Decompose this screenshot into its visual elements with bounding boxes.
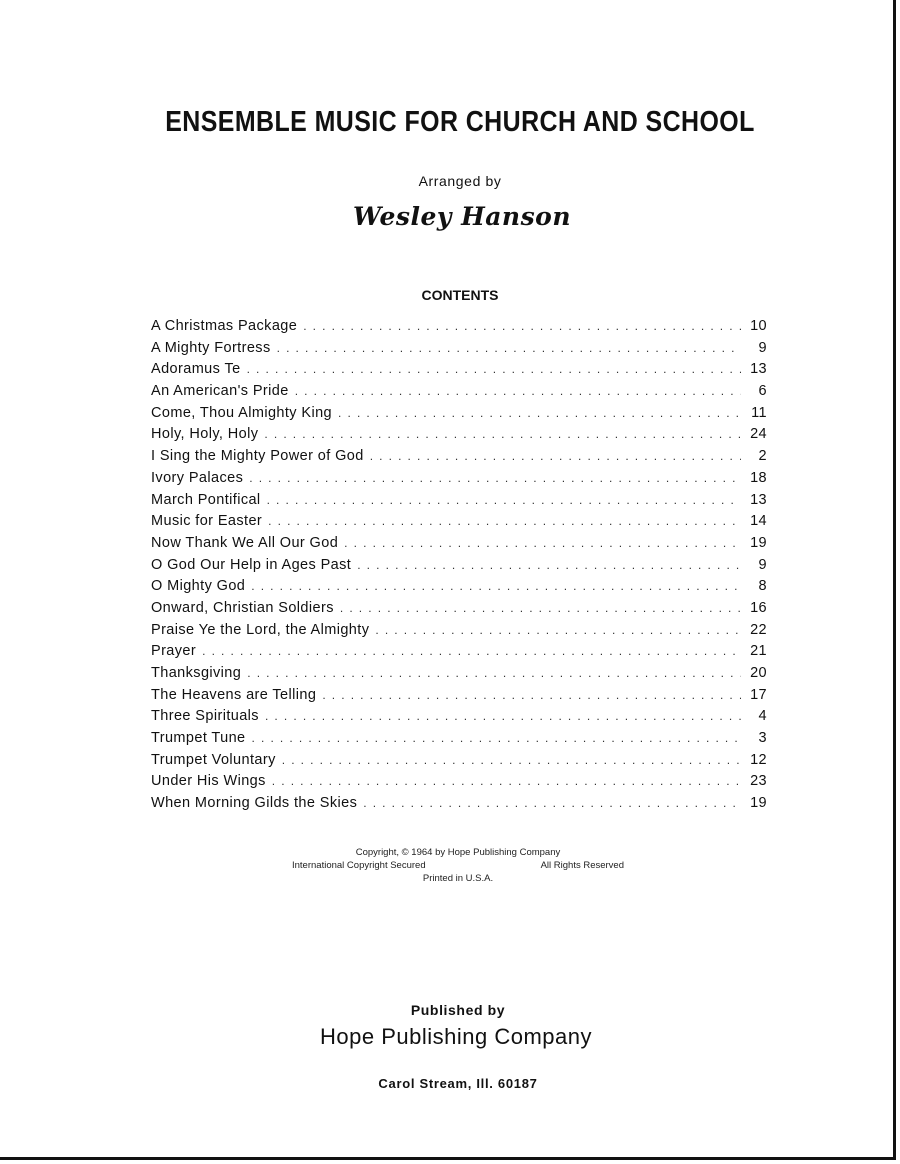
toc-entry-page: 3 — [758, 730, 767, 747]
toc-entry-page: 12 — [750, 751, 767, 768]
toc-entry-title: Music for Easter — [151, 513, 263, 530]
toc-entry-page: 23 — [750, 773, 767, 790]
toc-entry — [151, 643, 767, 665]
toc-entry-title: Ivory Palaces — [151, 469, 244, 486]
toc-entry-title: O God Our Help in Ages Past — [151, 556, 352, 573]
toc-entry-title: Adoramus Te — [151, 361, 241, 378]
toc-entry — [151, 340, 767, 362]
toc-entry-page: 22 — [750, 621, 767, 638]
toc-entry-page: 21 — [750, 643, 767, 660]
toc-entry-page: 14 — [750, 513, 767, 530]
toc-entry-title: I Sing the Mighty Power of God — [151, 448, 364, 465]
rights-reserved: All Rights Reserved — [540, 860, 624, 871]
toc-entry-page: 18 — [750, 469, 767, 486]
toc-entry-title: Onward, Christian Soldiers — [151, 599, 334, 616]
toc-entry-title: Under His Wings — [151, 773, 266, 790]
toc-entry-page: 9 — [758, 556, 767, 573]
dot-leader — [265, 709, 741, 723]
dot-leader — [340, 601, 741, 615]
toc-entry-title: When Morning Gilds the Skies — [151, 795, 358, 812]
toc-entry — [151, 708, 767, 730]
contents-heading: CONTENTS — [421, 287, 499, 303]
toc-entry — [151, 383, 767, 405]
toc-entry-page: 11 — [751, 404, 767, 421]
publisher-address: Carol Stream, Ill. 60187 — [378, 1076, 538, 1091]
dot-leader — [247, 362, 741, 376]
toc-entry-page: 19 — [750, 534, 767, 551]
toc-entry-page: 4 — [758, 708, 767, 725]
dot-leader — [363, 796, 741, 810]
toc-entry-title: Come, Thou Almighty King — [151, 404, 333, 421]
toc-entry — [151, 773, 767, 795]
copyright-secured: International Copyright Secured — [292, 860, 426, 871]
dot-leader — [303, 319, 741, 333]
toc-entry-title: A Christmas Package — [151, 318, 298, 334]
toc-entry — [151, 752, 767, 774]
toc-entry-title: Praise Ye the Lord, the Almighty — [151, 621, 370, 638]
copyright-rights-line — [292, 859, 624, 872]
toc-entry-title: Trumpet Voluntary — [151, 751, 276, 768]
dot-leader — [282, 753, 741, 767]
toc-entry — [151, 405, 767, 427]
toc-entry-page: 13 — [750, 491, 767, 508]
toc-entry-page: 9 — [758, 339, 767, 356]
page-title: ENSEMBLE MUSIC FOR CHURCH AND SCHOOL — [165, 106, 755, 138]
copyright-notice — [292, 846, 624, 885]
toc-entry-title: Prayer — [151, 643, 197, 660]
toc-entry-page: 2 — [758, 448, 767, 465]
dot-leader — [357, 558, 741, 572]
dot-leader — [295, 384, 741, 398]
toc-entry — [151, 578, 767, 600]
toc-entry — [151, 622, 767, 644]
table-of-contents — [151, 318, 767, 817]
toc-entry-page: 16 — [750, 599, 767, 616]
toc-entry-title: Now Thank We All Our God — [151, 534, 339, 551]
arranger-name: Wesley Hanson — [352, 202, 572, 231]
dot-leader — [249, 471, 741, 485]
toc-entry-page: 20 — [750, 665, 767, 681]
toc-entry — [151, 318, 767, 340]
toc-entry — [151, 448, 767, 470]
dot-leader — [272, 774, 741, 788]
toc-entry — [151, 665, 767, 687]
toc-entry-page: 19 — [750, 795, 767, 812]
dot-leader — [247, 666, 741, 680]
dot-leader — [202, 644, 741, 658]
toc-entry — [151, 600, 767, 622]
toc-entry — [151, 361, 767, 383]
toc-entry-page: 24 — [750, 426, 767, 443]
toc-entry-title: The Heavens are Telling — [151, 686, 317, 703]
publisher-name: Hope Publishing Company — [320, 1024, 592, 1049]
toc-entry — [151, 492, 767, 514]
dot-leader — [338, 406, 741, 420]
dot-leader — [267, 493, 741, 507]
toc-entry-title: March Pontifical — [151, 491, 261, 508]
dot-leader — [277, 341, 741, 355]
toc-entry-page: 10 — [750, 318, 767, 334]
toc-entry-title: O Mighty God — [151, 578, 246, 595]
toc-entry-title: Holy, Holy, Holy — [151, 426, 259, 443]
toc-entry-page: 13 — [750, 361, 767, 378]
toc-entry — [151, 470, 767, 492]
dot-leader — [252, 731, 741, 745]
toc-entry-title: Trumpet Tune — [151, 730, 246, 747]
toc-entry-page: 6 — [758, 383, 767, 400]
toc-entry — [151, 795, 767, 817]
dot-leader — [375, 623, 741, 637]
published-by-label: Published by — [410, 1002, 506, 1018]
toc-entry-page: 8 — [758, 578, 767, 595]
dot-leader — [251, 579, 741, 593]
toc-entry-title: Three Spirituals — [151, 708, 259, 725]
dot-leader — [344, 536, 741, 550]
dot-leader — [322, 688, 741, 702]
toc-entry-title: An American's Pride — [151, 383, 289, 400]
toc-entry — [151, 730, 767, 752]
printed-in-line: Printed in U.S.A. — [422, 873, 494, 884]
toc-entry — [151, 557, 767, 579]
toc-entry — [151, 535, 767, 557]
toc-entry — [151, 513, 767, 535]
toc-entry — [151, 687, 767, 709]
copyright-line: Copyright, © 1964 by Hope Publishing Company — [355, 847, 561, 858]
arranged-by-label: Arranged by — [418, 173, 502, 189]
dot-leader — [370, 449, 741, 463]
dot-leader — [268, 514, 741, 528]
dot-leader — [264, 427, 741, 441]
toc-entry — [151, 426, 767, 448]
toc-entry-title: A Mighty Fortress — [151, 339, 271, 356]
toc-entry-page: 17 — [750, 686, 767, 703]
toc-entry-title: Thanksgiving — [151, 665, 242, 681]
